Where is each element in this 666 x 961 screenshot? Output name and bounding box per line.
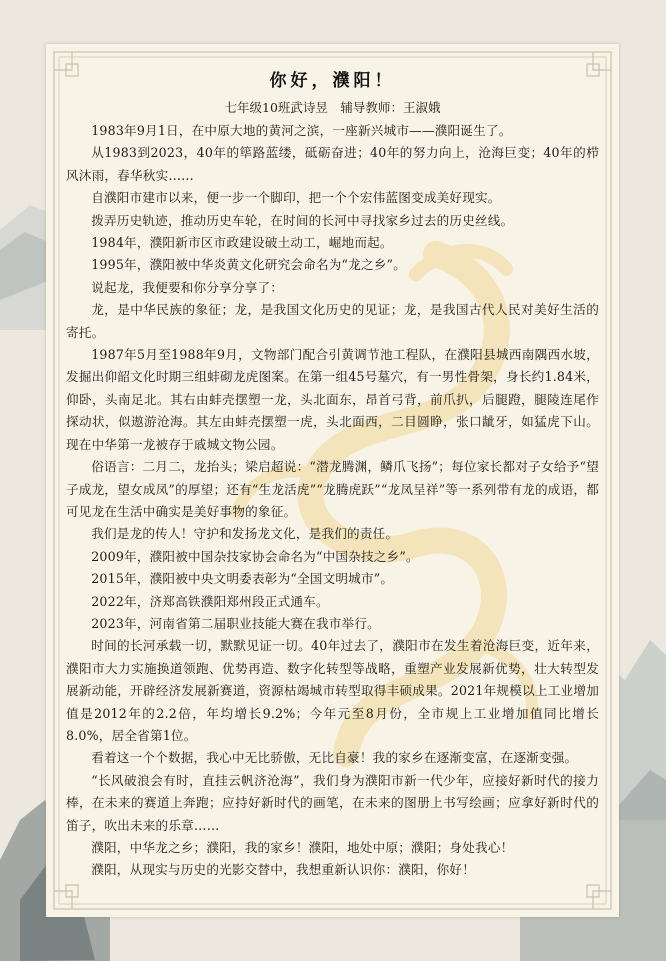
paragraph: 1983年9月1日，在中原大地的黄河之滨，一座新兴城市——濮阳诞生了。 xyxy=(91,123,512,138)
paragraph: 龙，是中华民族的象征；龙，是我国文化历史的见证；龙，是我国古代人民对美好生活的寄托。 xyxy=(66,302,599,340)
paper-sheet xyxy=(46,44,619,917)
paragraph: 1987年5月至1988年9月，文物部门配合引黄调节池工程队，在濮阳县城西南隅西水坡，发掘出仰韶文化时期三组蚌砌龙虎图案。在第一组45号墓穴，有一男性骨架，身长约1.84米，仰卧，头南足北。其右由蚌壳摆塑一龙，头北面东，昂首弓背，前爪扒，后腿蹬，腿陵连尾作探动状，似遨游沧海。其左由蚌壳摆塑一虎，头北面西，二目圆睁，张口龇牙，如猛虎下山。现在中华第一龙被存于戚城文物公园。 xyxy=(66,347,599,452)
paragraph: 俗语言：二月二，龙抬头；梁启超说：“潜龙腾渊，鳞爪飞扬”；每位家长都对子女给予“望子成龙，望女成凤”的厚望；还有“生龙活虎”“龙腾虎跃”“龙凤呈祥”等一系列带有龙的成语，都可见龙在生活中确实是美好事物的象征。 xyxy=(66,459,599,519)
paragraph: 濮阳，从现实与历史的光影交替中，我想重新认识你：濮阳，你好！ xyxy=(91,862,475,878)
article-body xyxy=(66,120,599,882)
paragraph: 濮阳，中华龙之乡；濮阳，我的家乡！濮阳，地处中原；濮阳；身处我心！ xyxy=(91,840,514,855)
paragraph: 从1983到2023，40年的筚路蓝缕，砥砺奋进；40年的努力向上，沧海巨变；40年的栉风沐雨，春华秋实…… xyxy=(66,145,599,183)
page-title: 你好，濮阳！ xyxy=(269,71,396,91)
author-line: 七年级10班武诗昱 辅导教师：王淑娥 xyxy=(224,100,441,115)
paragraph: 自濮阳市建市以来，便一步一个脚印，把一个个宏伟蓝图变成美好现实。 xyxy=(91,190,501,206)
paragraph: 时间的长河承载一切，默默见证一切。40年过去了，濮阳市在发生着沧海巨变，近年来，濮阳市大力实施换道领跑、优势再造、数字化转型等战略，重塑产业发展新优势，壮大转型发展新动能，开辟经济发展新赛道，资源枯竭城市转型取得丰硕成果。2021年规模以上工业增加值是2012年的2.2倍，年均增长9.2%；今年元至8月份，全市规上工业增加值同比增长8.0%，居全省第1位。 xyxy=(66,638,599,743)
paragraph: 2023年，河南省第二届职业技能大赛在我市举行。 xyxy=(91,615,380,631)
paragraph: 2022年，济郑高铁濮阳郑州段正式通车。 xyxy=(91,593,329,609)
paragraph: 看着这一个个数据，我心中无比骄傲，无比自豪！我的家乡在逐渐变富，在逐渐变强。 xyxy=(91,750,578,766)
paragraph: 2015年，濮阳被中央文明委表彰为“全国文明城市”。 xyxy=(91,571,394,587)
paragraph: 1995年，濮阳被中华炎黄文化研究会命名为“龙之乡”。 xyxy=(91,257,406,273)
paragraph: “长风破浪会有时，直挂云帆济沧海”，我们身为濮阳市新一代少年，应接好新时代的接力棒，在未来的赛道上奔跑；应持好新时代的画笔，在未来的图册上书写绘画；应拿好新时代的笛子，吹出未来的乐章…… xyxy=(66,772,599,833)
paragraph: 2009年，濮阳被中国杂技家协会命名为“中国杂技之乡”。 xyxy=(91,548,419,564)
paragraph: 拨弄历史轨迹，推动历史车轮，在时间的长河中寻找家乡过去的历史丝线。 xyxy=(91,212,514,228)
paragraph: 说起龙，我便要和你分享分享了： xyxy=(91,279,284,295)
paragraph: 1984年，濮阳新市区市政建设破土动工，崛地而起。 xyxy=(91,235,393,251)
article xyxy=(66,70,599,882)
paragraph: 我们是龙的传人！守护和发扬龙文化，是我们的责任。 xyxy=(91,526,399,542)
